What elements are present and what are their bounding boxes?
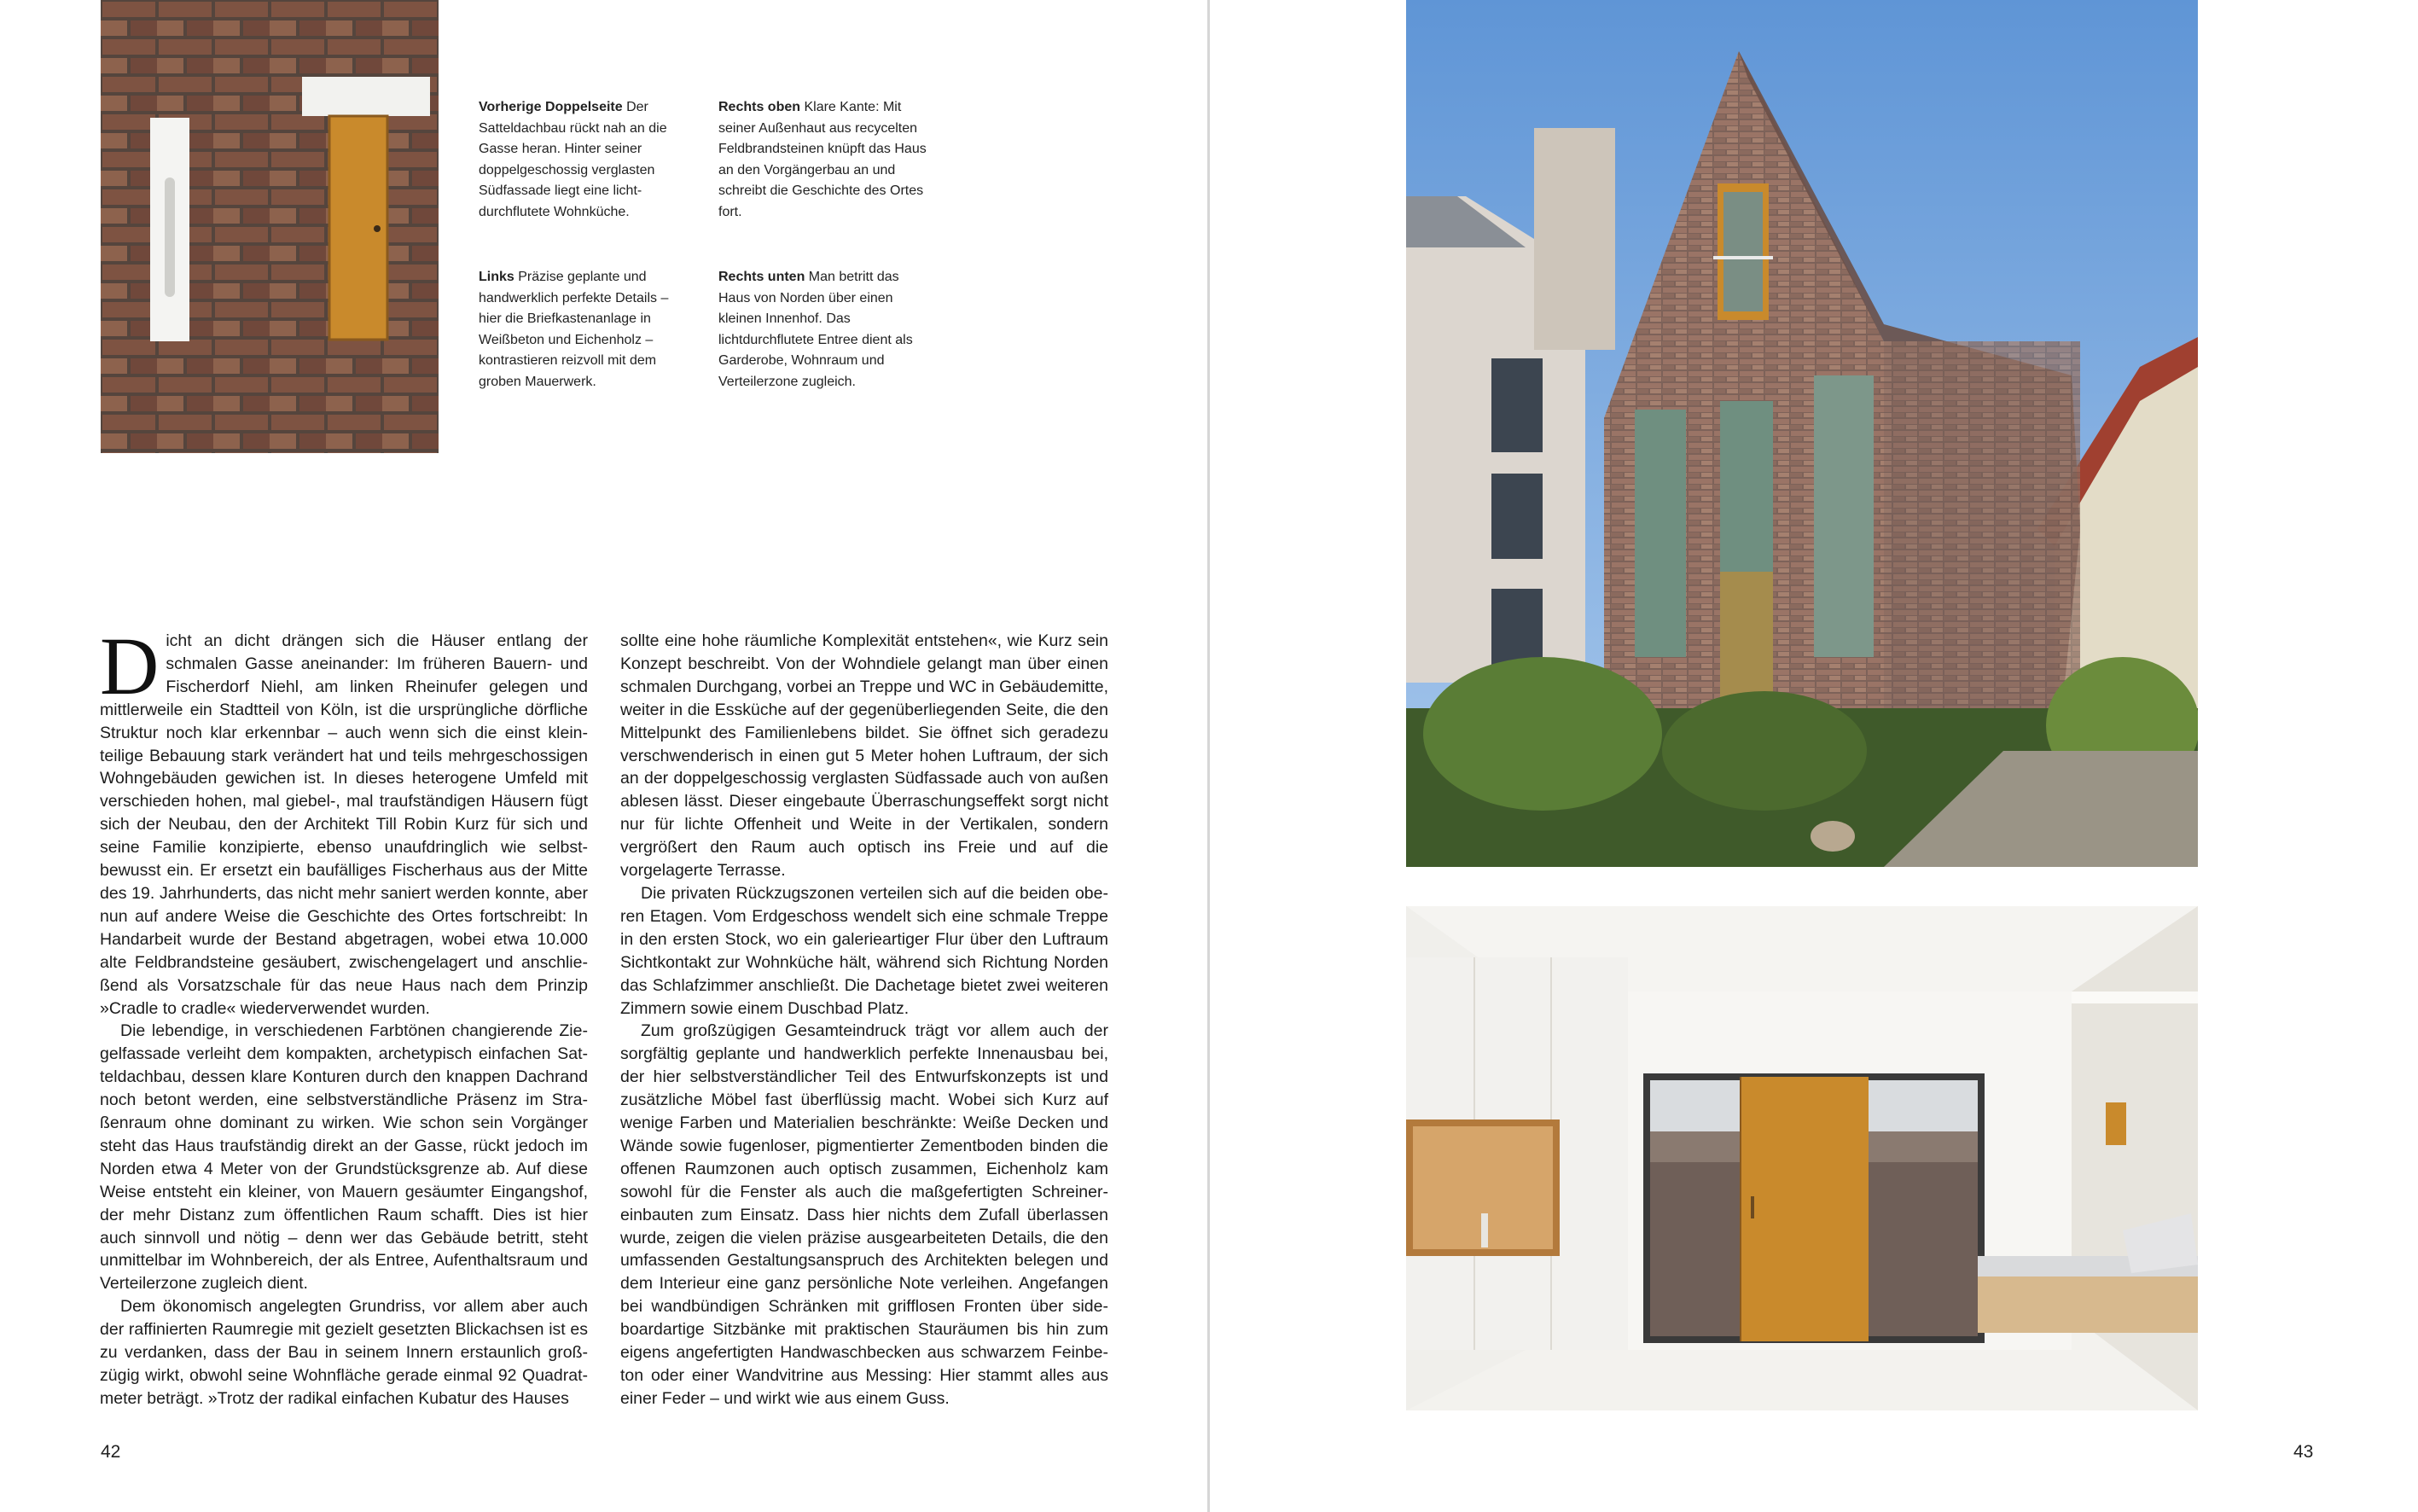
caption-lead: Vorherige Doppelseite: [479, 100, 623, 114]
article-paragraph: Dem ökonomisch angelegten Grundriss, vor allem aber auch der raffinierten Raumregie mit gezielt gesetzten Blickachsen ist es zu verdanken, dass der Bau in seinem Innern erstaunlich großzügig wirkt, obwohl seine Wohnfläche gerade einmal 92 Quadratmeter beträgt. »Trotz der radikal einfachen Kubatur des Hauses: [100, 1297, 588, 1408]
spread-gutter: [1207, 0, 1210, 1512]
article-column-2: [620, 630, 1108, 1410]
caption-bottom-right: [718, 267, 927, 393]
caption-previous-spread: [479, 97, 688, 223]
caption-left: [479, 267, 688, 393]
article-column-1: [100, 620, 588, 1410]
interior-entrance-image: [1406, 906, 2198, 1410]
interior-entrance-photo: [1406, 906, 2198, 1410]
house-exterior-image: [1406, 0, 2198, 867]
article-paragraph: Die privaten Rückzugszonen verteilen sich auf die beiden oberen Etagen. Vom Erdgeschoss wendelt sich eine schmale Treppe in den ersten Stock, wo ein galerieartiger Flur über den Luftraum Sichtkontakt zur Wohnküche hält, während sich Richtung Norden das Schlafzimmer anschließt. Die Dachetage bietet zwei weiteren Zimmern sowie einem Duschbad Platz.: [620, 883, 1108, 1018]
article-paragraph: Zum großzügigen Gesamteindruck trägt vor allem auch der sorgfältig geplante und handwerklich perfekte Innenausbau bei, der hier selbstverständlicher Teil des Entwurfskonzepts ist und zusätzliche Möbel fast überflüssig macht. Wobei sich Kurz auf wenige Farben und Materialien beschränkte: Weiße Decken und Wände sowie fugenloser, pigmentierter Zementboden binden die offenen Raumzonen auch optisch zusammen, Eichenholz kam sowohl für die Fenster als auch die maßgefertigten Schreinereinbauten zum Einsatz. Dass hier nichts dem Zufall überlassen wurde, zeigen die vielen präzise ausgearbeiteten Details, die den umfassenden Gestaltungsanspruch des Architekten belegen und dem Interieur eine ganz persönliche Note verleihen. Angefangen bei wandbündigen Schränken mit grifflosen Fronten über sideboardartige Sitzbänke mit praktischen Stauräumen bis hin zum eigens angefertigten Handwaschbecken aus schwarzem Feinbeton oder einer Wandvitrine aus Messing: Hier stammt alles aus einer Feder – und wirkt wie aus einem Guss.: [620, 1021, 1108, 1408]
caption-lead: Rechts oben: [718, 100, 801, 114]
caption-text: Der Satteldachbau rückt nah an die Gasse heran. Hinter seiner doppelgeschossig verglasten Südfassade liegt eine lichtdurchflutete Wohnküche.: [479, 100, 667, 219]
paragraph-text: icht an dicht drängen sich die Häuser entlang der schmalen Gasse aneinander: Im früheren Bauern- und Fischerdorf Niehl, am linken Rheinufer gelegen und mittlerweile ein Stadtteil von Köln, ist die ursprüngliche dörfliche Struktur noch klar erkennbar – auch wenn sich die einst kleinteilige Bebauung stark verändert hat und teils mehrgeschossigen Wohngebäuden gewichen ist. In dieses heterogene Umfeld mit verschieden hohen, mal giebel-, mal traufständigen Häusern fügt sich der Neubau, den der Architekt Till Robin Kurz für sich und seine Familie konzipierte, ebenso unaufdringlich wie selbstbewusst ein. Er ersetzt ein baufälliges Fischerhaus aus der Mitte des 19. Jahrhunderts, das nicht mehr saniert werden konnte, aber nun auf andere Weise die Geschichte des Ortes fortschreibt: In Handarbeit wurde der Bestand abgetragen, wobei etwa 10.000 alte Feldbrandsteine gesäubert, zwischengelagert und anschließend als Vorsatzschale für das neue Haus nach dem Prinzip »Cradle to cradle« wiederverwendet wurden.: [100, 631, 588, 1018]
caption-text: Präzise geplante und handwerklich perfekte Details – hier die Briefkastenanlage in Weißbeton und Eichenholz – kontrastieren reizvoll mit dem groben Mauerwerk.: [479, 270, 669, 389]
article-paragraph: [100, 620, 588, 1020]
caption-lead: Links: [479, 270, 514, 284]
mailbox-detail-photo: [101, 0, 439, 453]
mailbox-detail-image: [101, 0, 439, 453]
caption-top-right: [718, 97, 927, 223]
article-paragraph: sollte eine hohe räumliche Komplexität entstehen«, wie Kurz sein Konzept beschreibt. Von der Wohndiele gelangt man über einen schmalen Durchgang, vorbei an Treppe und WC in Gebäudemitte, weiter in die Essküche auf der gegenüberliegenden Seite, die den Mittelpunkt des Familienlebens bildet. Sie öffnet sich geradezu verschwenderisch in einen gut 5 Meter hohen Luftraum, der sich an der doppelgeschossig verglasten Südfassade auch von außen ablesen lässt. Dieser eingebaute Überraschungseffekt sorgt nicht nur für lichte Offenheit und Weite in der Vertikalen, sondern vergrößert den Raum auch optisch ins Freie und auf die vorgelagerte Terrasse.: [620, 631, 1108, 881]
page-number-right: 43: [2293, 1442, 2314, 1462]
article-paragraph: Die lebendige, in verschiedenen Farbtönen changierende Ziegelfassade verleiht dem kompakten, archetypisch einfachen Satteldachbau, dessen klare Konturen durch den knappen Dachrand noch betont werden, eine selbstverständliche Präsenz im Straßenraum ohne dominant zu wirken. Wie schon sein Vorgänger steht das Haus traufständig direkt an der Gasse, rückt jedoch im Norden etwa 4 Meter von der Grundstücksgrenze ab. Auf diese Weise entsteht ein kleiner, von Mauern gesäumter Eingangshof, der mehr Distanz zum öffentlichen Raum schafft. Dies ist hier auch sinnvoll und nötig – denn wer das Gebäude betritt, steht unmittelbar im Wohnbereich, der als Entree, Aufenthaltsraum und Verteilerzone zugleich dient.: [100, 1021, 588, 1294]
caption-text: Klare Kante: Mit seiner Außenhaut aus recycelten Feldbrandsteinen knüpft das Haus an den Vorgängerbau an und schreibt die Geschichte des Ortes fort.: [718, 100, 927, 219]
house-exterior-photo: [1406, 0, 2198, 867]
caption-lead: Rechts unten: [718, 270, 805, 284]
drop-cap: D: [100, 620, 160, 712]
page-number-left: 42: [101, 1442, 121, 1462]
caption-text: Man betritt das Haus von Norden über einen kleinen Innenhof. Das lichtdurchflutete Entree dient als Garderobe, Wohnraum und Verteilerzone zugleich.: [718, 270, 913, 389]
